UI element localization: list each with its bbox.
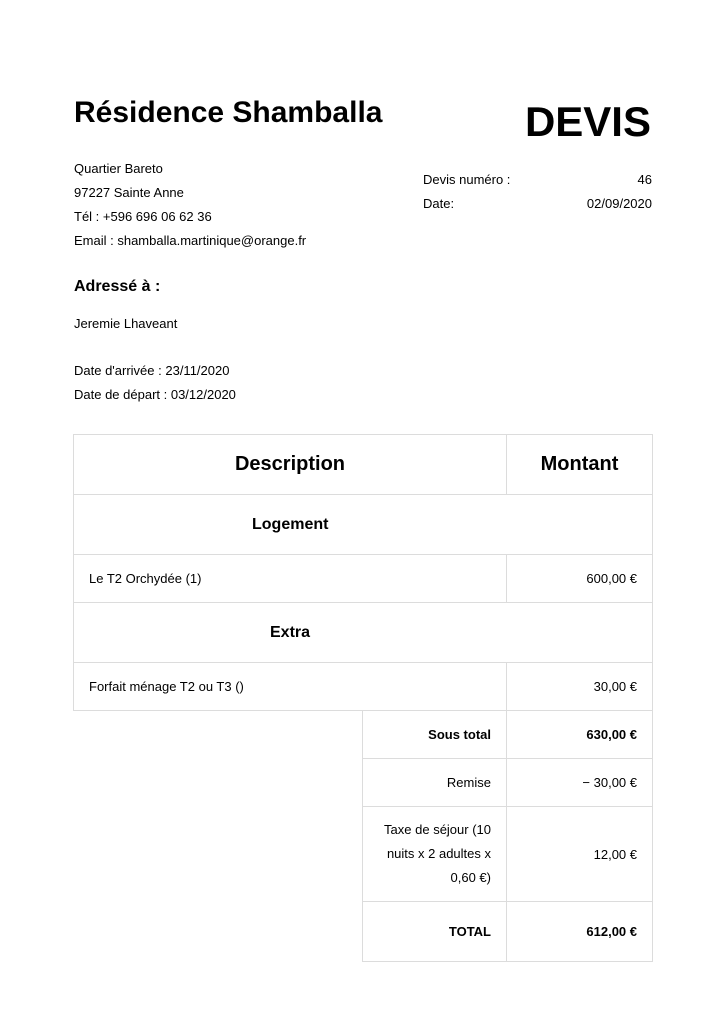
subtotal-value: 630,00 € (507, 711, 653, 759)
tax-label (363, 807, 507, 902)
item-amount: 600,00 € (507, 555, 653, 603)
recipient-name: Jeremie Lhaveant (74, 316, 178, 331)
table-row (74, 663, 653, 711)
company-email: Email : shamballa.martinique@orange.fr (74, 233, 307, 248)
tax-label-line3: 0,60 €) (450, 870, 491, 885)
company-phone: Tél : +596 696 06 62 36 (74, 209, 212, 224)
company-address-line2: 97227 Sainte Anne (74, 185, 184, 200)
arrival-date: Date d'arrivée : 23/11/2020 (74, 363, 230, 378)
section-title-extra: Extra (74, 603, 653, 663)
subtotal-label: Sous total (363, 711, 507, 759)
section-title-logement: Logement (74, 495, 653, 555)
departure-date: Date de départ : 03/12/2020 (74, 387, 236, 402)
section-row (74, 603, 653, 663)
tax-label-line2: nuits x 2 adultes x (386, 846, 491, 861)
discount-value: − 30,00 € (507, 759, 653, 807)
tax-row (74, 807, 653, 902)
quote-date-value: 02/09/2020 (586, 196, 652, 211)
tax-label-line1: Taxe de séjour (10 (384, 822, 491, 837)
item-amount: 30,00 € (507, 663, 653, 711)
item-description: Le T2 Orchydée (1) (74, 555, 507, 603)
subtotal-row (74, 711, 653, 759)
company-address-line1: Quartier Bareto (74, 161, 163, 176)
tax-value: 12,00 € (507, 807, 653, 902)
total-value: 612,00 € (507, 902, 653, 962)
section-row (74, 495, 653, 555)
table-header-row (74, 435, 653, 495)
document-type: DEVIS (524, 98, 651, 145)
discount-label: Remise (363, 759, 507, 807)
total-row (74, 902, 653, 962)
item-description: Forfait ménage T2 ou T3 () (74, 663, 507, 711)
quote-date-label: Date: (423, 196, 455, 211)
discount-row (74, 759, 653, 807)
company-name: Résidence Shamballa (74, 96, 383, 129)
quote-number-label: Devis numéro : (423, 172, 511, 187)
quote-number-value: 46 (637, 172, 652, 187)
table-row (74, 555, 653, 603)
total-label: TOTAL (363, 902, 507, 962)
header-description: Description (74, 435, 507, 495)
recipient-heading: Adressé à : (74, 278, 161, 295)
header-amount: Montant (507, 435, 653, 495)
quote-table (73, 434, 653, 962)
